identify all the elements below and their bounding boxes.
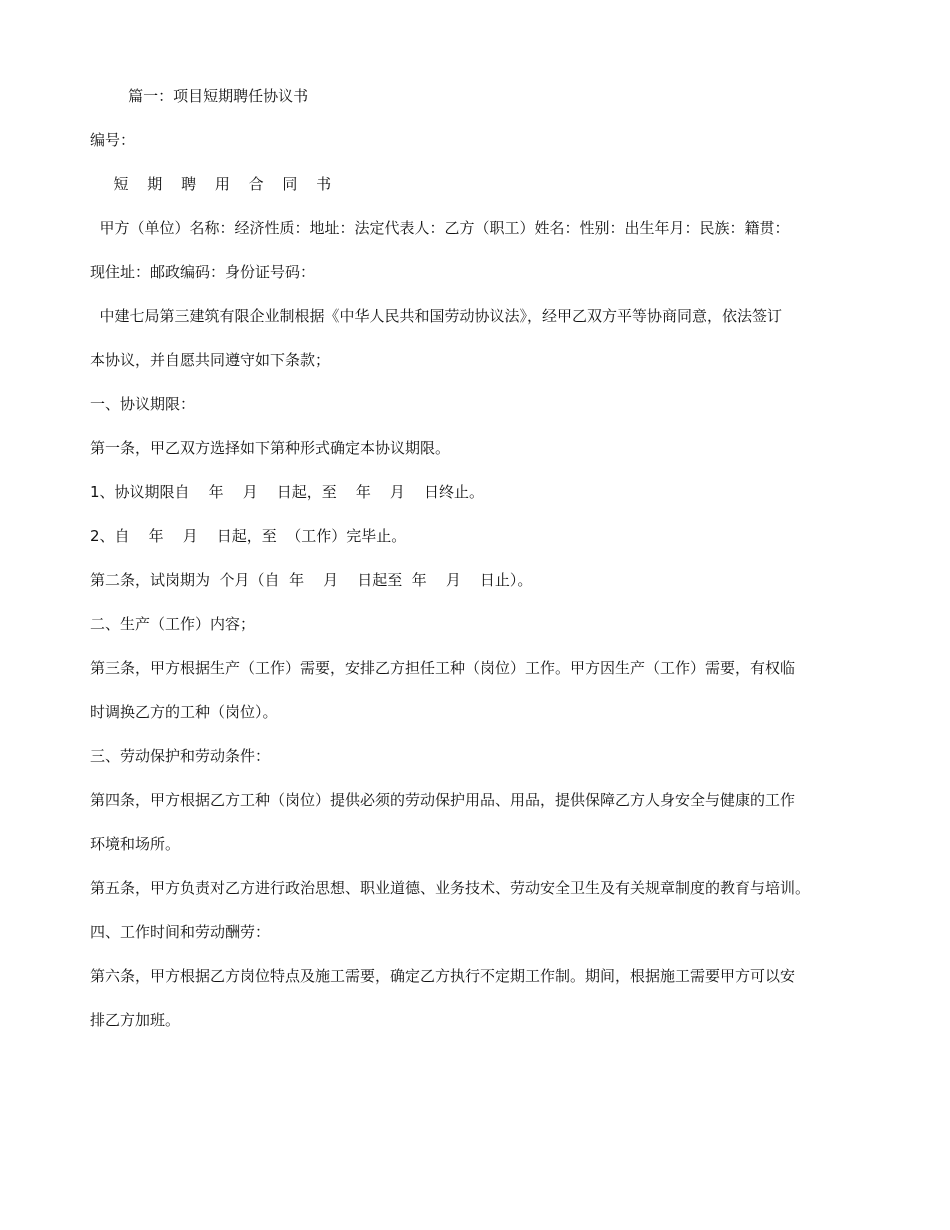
- party-info-line-2: 现住址：邮政编码：身份证号码：: [90, 263, 316, 281]
- article-3-line-1: 第三条，甲方根据生产（工作）需要，安排乙方担任工种（岗位）工作。甲方因生产（工作）需要，有权临: [90, 659, 796, 677]
- preamble-line-2: 本协议，并自愿共同遵守如下条款；: [90, 351, 331, 369]
- contract-title: 短 期 聘 用 合 同 书: [90, 175, 339, 193]
- article-1: 第一条，甲乙双方选择如下第种形式确定本协议期限。: [90, 439, 451, 457]
- article-3-line-2: 时调换乙方的工种（岗位）。: [90, 703, 278, 721]
- article-2: 第二条，试岗期为 个月（自 年 月 日起至 年 月 日止）。: [90, 571, 533, 589]
- term-option-2: 2、自 年 月 日起，至 （工作）完毕止。: [90, 527, 407, 545]
- term-option-1: 1、协议期限自 年 月 日起，至 年 月 日终止。: [90, 483, 484, 501]
- party-info-line-1: 甲方（单位）名称：经济性质：地址：法定代表人：乙方（职工）姓名：性别：出生年月：民族：籍贯：: [90, 219, 790, 237]
- article-5: 第五条，甲方负责对乙方进行政治思想、职业道德、业务技术、劳动安全卫生及有关规章制度的教育与培训。: [90, 879, 811, 897]
- heading-labor-protection: 三、劳动保护和劳动条件：: [90, 747, 271, 765]
- article-6-line-1: 第六条，甲方根据乙方岗位特点及施工需要，确定乙方执行不定期工作制。期间，根据施工需要甲方可以安: [90, 967, 796, 985]
- heading-term: 一、协议期限：: [90, 395, 196, 413]
- article-4-line-1: 第四条，甲方根据乙方工种（岗位）提供必须的劳动保护用品、用品，提供保障乙方人身安全与健康的工作: [90, 791, 796, 809]
- article-6-line-2: 排乙方加班。: [90, 1011, 181, 1029]
- article-4-line-2: 环境和场所。: [90, 835, 181, 853]
- heading-work-content: 二、生产（工作）内容；: [90, 615, 256, 633]
- heading-work-hours: 四、工作时间和劳动酬劳：: [90, 923, 271, 941]
- section-title: 篇一：项目短期聘任协议书: [90, 87, 309, 105]
- preamble-line-1: 中建七局第三建筑有限企业制根据《中华人民共和国劳动协议法》，经甲乙双方平等协商同意，依法签订: [90, 307, 783, 325]
- serial-number-label: 编号：: [90, 131, 136, 149]
